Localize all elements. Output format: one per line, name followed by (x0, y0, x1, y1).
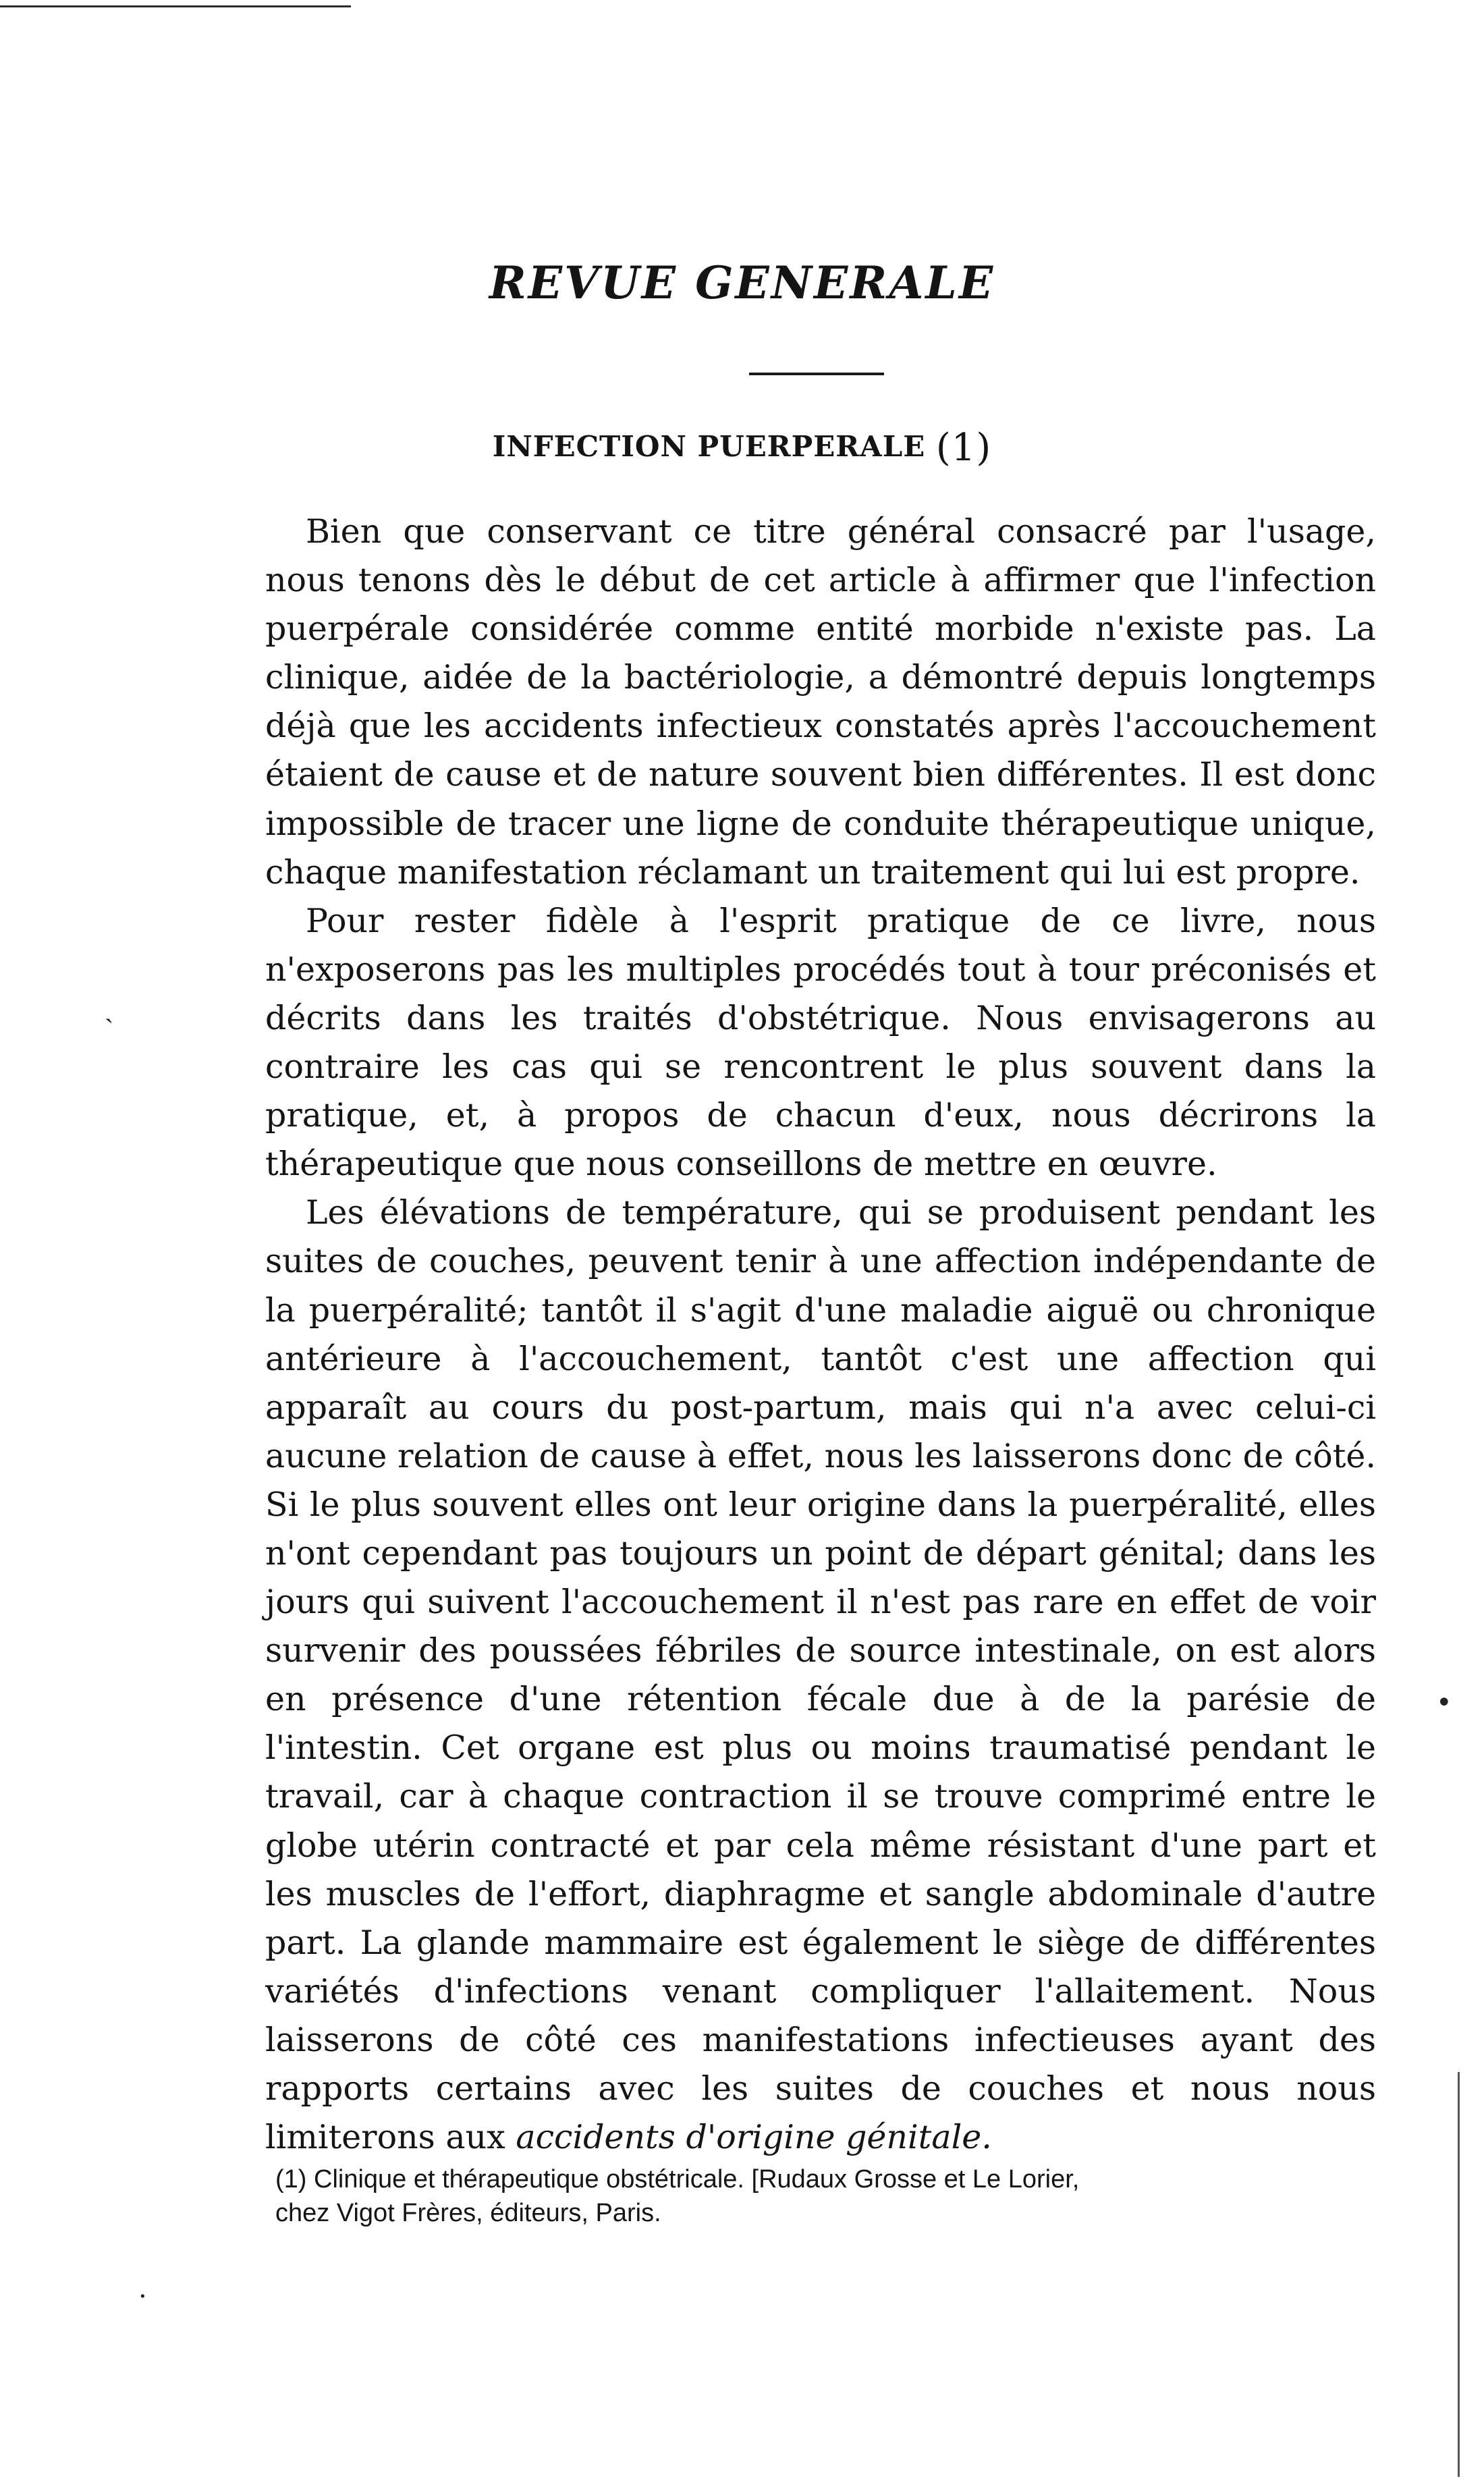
paragraph-3-emphasis: accidents d'origine génitale. (516, 2118, 992, 2157)
paragraph-1: Bien que conservant ce titre général consacré par l'usage, nous tenons dès le début de cet article à affirmer que l'infection puerpérale considérée comme entité morbide n'existe pas. La clinique, aidée de la bactériologie, a démontré depuis longtemps déjà que les accidents infectieux constatés après l'accouchement étaient de cause et de nature souvent bien différentes. Il est donc impossible de tracer une ligne de conduite thérapeutique unique, chaque manifestation réclamant un traitement qui lui est propre. (265, 512, 1376, 892)
paragraph-3-text: Les élévations de température, qui se produisent pendant les suites de couches, peuvent tenir à une affection indépendante de la puerpéralité; tantôt il s'agit d'une maladie aiguë ou chronique antérieure à l'accouchement, tantôt c'est une affection qui apparaît au cours du post-partum, mais qui n'a avec celui-ci aucune relation de cause à effet, nous les laisserons donc de côté. Si le plus souvent elles ont leur origine dans la puerpéralité, elles n'ont cependant pas toujours un point de départ génital; dans les jours qui suivent l'accouchement il n'est pas rare en effet de voir survenir des poussées fébriles de source intestinale, on est alors en présence d'une rétention fécale due à de la parésie de l'intestin. Cet organe est plus ou moins traumatisé pendant le travail, car à chaque contraction il se trouve comprimé entre le globe utérin contracté et par cela même résistant d'une part et les muscles de l'effort, diaphragme et sangle abdominale d'autre part. La glande mammaire est également le siège de différentes variétés d'infections venant compliquer l'allaitement. Nous laisserons de côté ces manifestations infectieuses ayant des rapports certains avec les suites de couches et nous nous limiterons aux (265, 1193, 1376, 2157)
page-title: REVUE GENERALE (489, 256, 995, 309)
footnote-reference: (1) (935, 426, 992, 470)
title-divider (749, 373, 884, 375)
article-title: INFECTION PUERPERALE (492, 430, 926, 463)
top-rule (0, 5, 351, 7)
article-body (265, 508, 1376, 2162)
footnote (275, 2162, 1375, 2230)
article-heading (0, 422, 1484, 470)
margin-speck: ˎ (105, 993, 114, 1024)
footnote-line-2: chez Vigot Frères, éditeurs, Paris. (275, 2199, 661, 2227)
margin-speck: • (1436, 1687, 1452, 1718)
margin-speck: · (138, 2281, 147, 2312)
paragraph-3 (265, 1189, 1376, 2162)
paragraph-2: Pour rester fidèle à l'esprit pratique de ce livre, nous n'exposerons pas les multiples procédés tout à tour préconisés et décrits dans les traités d'obstétrique. Nous envisagerons au contraire les cas qui se rencontrent le plus souvent dans la pratique, et, à propos de chacun d'eux, nous décrirons la thérapeutique que nous conseillons de mettre en œuvre. (265, 901, 1376, 1184)
footnote-line-1: (1) Clinique et thérapeutique obstétricale. [Rudaux Grosse et Le Lorier, (275, 2165, 1080, 2193)
scan-edge-line (1458, 2072, 1460, 2477)
